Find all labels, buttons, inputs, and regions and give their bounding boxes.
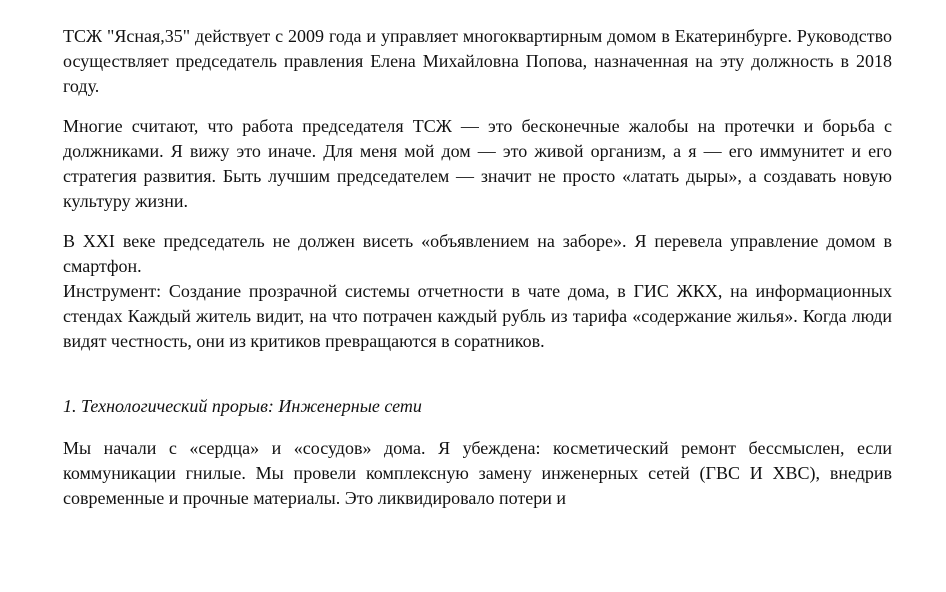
paragraph-chairman-view: Многие считают, что работа председателя ТСЖ — это бесконечные жалобы на протечки и борьба с должниками. Я вижу это иначе. Для меня мой дом — это живой организм, а я — его иммунитет и его стратегия развития. Быть лучшим председателем — значит не просто «латать дыры», а создавать новую культуру жизни.: [63, 116, 892, 211]
paragraph-intro: ТСЖ "Ясная,35" действует с 2009 года и управляет многоквартирным домом в Екатеринбурге. Руководство осуществляет председатель правления Елена Михайловна Попова, назначенная на эту должность в 2018 году.: [63, 26, 892, 96]
section-heading: 1. Технологический прорыв: Инженерные сети: [63, 396, 422, 416]
paragraph-smartphone: В XXI веке председатель не должен висеть «объявлением на заборе». Я перевела управление домом в смартфон.: [63, 231, 892, 276]
paragraph-instrument: Инструмент: Создание прозрачной системы отчетности в чате дома, в ГИС ЖКХ, на информационных стендах Каждый житель видит, на что потрачен каждый рубль из тарифа «содержание жилья». Когда люди видят честность, они из критиков превращаются в соратников.: [63, 281, 892, 351]
paragraph-engineering: Мы начали с «сердца» и «сосудов» дома. Я убеждена: косметический ремонт бессмыслен, если коммуникации гнилые. Мы провели комплексную замену инженерных сетей (ГВС И ХВС), внедрив современные и прочные материалы. Это ликвидировало потери и: [63, 438, 892, 508]
